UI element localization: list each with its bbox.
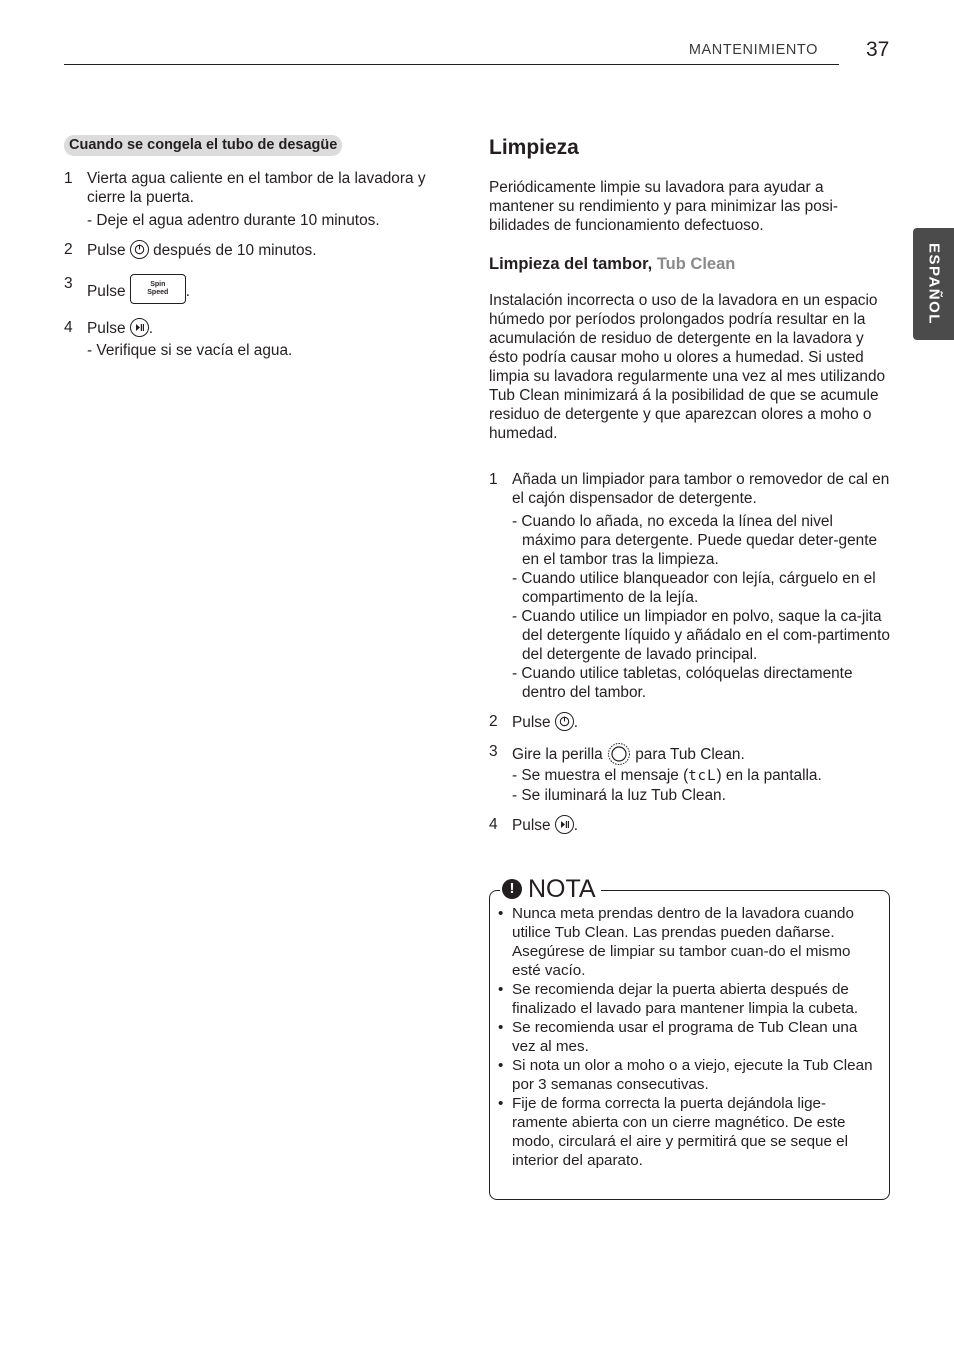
- sub-text: Cuando lo añada, no exceda la línea del nivel máximo para detergente. Puede quedar deter-gente en el tambor tras la limpieza.: [521, 513, 878, 568]
- step-number: 3: [489, 743, 498, 760]
- play-pause-icon: [130, 318, 149, 337]
- list-item: [64, 169, 464, 230]
- note-title: NOTA: [528, 875, 596, 903]
- list-item: [489, 742, 891, 805]
- power-button-icon: [130, 240, 149, 259]
- step-text: Pulse: [87, 242, 126, 259]
- step-text: Pulse: [87, 320, 126, 337]
- step-number: 3: [64, 275, 73, 292]
- list-item: [489, 712, 891, 732]
- step-number: 4: [489, 816, 498, 833]
- step-text: Pulse: [87, 283, 126, 300]
- sub-lead: Cuando utilice un limpiador en polvo,: [521, 608, 774, 625]
- list-item: [489, 470, 891, 702]
- warning-icon: !: [502, 879, 522, 899]
- left-column: [64, 135, 464, 360]
- list-item: • Se recomienda usar el programa de Tub Clean una vez al mes.: [497, 1018, 877, 1056]
- sub-lead: Cuando utilice tabletas,: [521, 665, 682, 682]
- step-subtext: [512, 766, 891, 786]
- step-subtext: - Se iluminará la luz Tub Clean.: [512, 787, 726, 804]
- header-divider: [64, 64, 839, 65]
- list-item: [489, 815, 891, 835]
- language-tab[interactable]: [913, 228, 954, 340]
- play-pause-icon: [555, 815, 574, 834]
- sub-text: colóquelas directamente dentro del tambor.: [522, 665, 853, 701]
- step-text: Pulse: [512, 817, 551, 834]
- power-button-icon: [555, 712, 574, 731]
- list-item: • Nunca meta prendas dentro de la lavadora cuando utilice Tub Clean. Las prendas pueden dañarse. Asegúrese de limpiar su tambor cuan-do el mismo esté vacío.: [497, 904, 877, 980]
- sub-text: saque la ca-jita del detergente líquido y añádalo en el com-partimento del detergente de lavado principal.: [522, 608, 890, 663]
- step-number: 4: [64, 319, 73, 336]
- step-text: .: [573, 714, 579, 731]
- sub-text: cárguelo en el compartimento de la lejía.: [522, 570, 876, 606]
- list-item: [64, 274, 464, 304]
- sub-heading-accent: Tub Clean: [656, 255, 736, 273]
- display-code: tcL: [688, 768, 717, 784]
- right-column: [489, 135, 891, 835]
- step-text: .: [185, 283, 191, 300]
- page-number: 37: [866, 38, 890, 61]
- step-subtext: - Cuando lo añada, no exceda la línea del nivel máximo para detergente. Puede quedar deter-gente en el tambor tras la limpieza.: [512, 513, 878, 568]
- spin-speed-button-icon: [130, 274, 186, 304]
- intro-paragraph: Periódicamente limpie su lavadora para ayudar a mantener su rendimiento y para minimizar las posi-bilidades de funcionamiento defectuoso.: [489, 179, 838, 234]
- step-subtext: - Cuando utilice blanqueador con lejía, cárguelo en el compartimento de la lejía.: [512, 570, 876, 606]
- sub-text: ) en la pantalla.: [716, 767, 822, 784]
- step-text: Pulse: [512, 714, 551, 731]
- list-item: [64, 240, 464, 260]
- step-number: 1: [489, 471, 498, 488]
- section-heading: Limpieza: [489, 136, 579, 159]
- list-item: [64, 318, 464, 360]
- list-item: • Fije de forma correcta la puerta dejándola lige-ramente abierta con un cierre magnético. De este modo, circulará el aire y permitirá que se seque el interior del aparato.: [497, 1094, 877, 1170]
- program-knob-icon: [607, 742, 631, 766]
- sub-heading: [489, 255, 891, 274]
- list-item: • Si nota un olor a moho o a viejo, ejecute la Tub Clean por 3 semanas consecutivas.: [497, 1056, 877, 1094]
- note-heading: [500, 874, 601, 904]
- step-number: 2: [489, 713, 498, 730]
- step-subtext: - Deje el agua adentro durante 10 minutos.: [87, 212, 380, 229]
- step-subtext: - Cuando utilice tabletas, colóquelas directamente dentro del tambor.: [512, 665, 853, 701]
- speed-label: Speed: [147, 289, 169, 296]
- step-number: 1: [64, 170, 73, 187]
- step-number: 2: [64, 241, 73, 258]
- body-paragraph: Instalación incorrecta o uso de la lavadora en un espacio húmedo por períodos prolongados podría resultar en la acumulación de residuo de detergente en la lavadora y ésto podría causar moho u olores a humedad. Si usted limpia su lavadora regularmente una vez al mes utilizando Tub Clean minimizará á la posibilidad de que se acumule residuo de detergente y que aparezcan olores a moho o humedad.: [489, 292, 886, 442]
- list-item: • Se recomienda dejar la puerta abierta después de finalizado el lavado para mantener limpia la cubeta.: [497, 980, 877, 1018]
- step-text: Gire la perilla: [512, 746, 603, 763]
- drain-frozen-heading: Cuando se congela el tubo de desagüe: [64, 135, 342, 156]
- step-text: Añada un limpiador para tambor o removedor de cal en el cajón dispensador de detergente.: [512, 471, 890, 507]
- step-text: .: [573, 817, 579, 834]
- language-tab-label: ESPAÑOL: [925, 243, 942, 325]
- step-text: para Tub Clean.: [635, 746, 745, 763]
- sub-heading-text: Limpieza del tambor,: [489, 255, 653, 273]
- step-subtext: - Verifique si se vacía el agua.: [87, 342, 293, 359]
- section-title: MANTENIMIENTO: [688, 42, 818, 58]
- spin-label: Spin: [150, 281, 166, 288]
- step-text: después de 10 minutos.: [153, 242, 317, 259]
- step-text: .: [148, 320, 154, 337]
- note-list: [497, 904, 877, 1170]
- step-text: Vierta agua caliente en el tambor de la lavadora y cierre la puerta.: [87, 170, 426, 206]
- step-subtext: - Cuando utilice un limpiador en polvo, saque la ca-jita del detergente líquido y añádalo en el com-partimento del detergente de lavado principal.: [512, 608, 890, 663]
- sub-lead: Cuando utilice blanqueador con lejía,: [521, 570, 775, 587]
- sub-text: - Se muestra el mensaje (: [512, 767, 689, 784]
